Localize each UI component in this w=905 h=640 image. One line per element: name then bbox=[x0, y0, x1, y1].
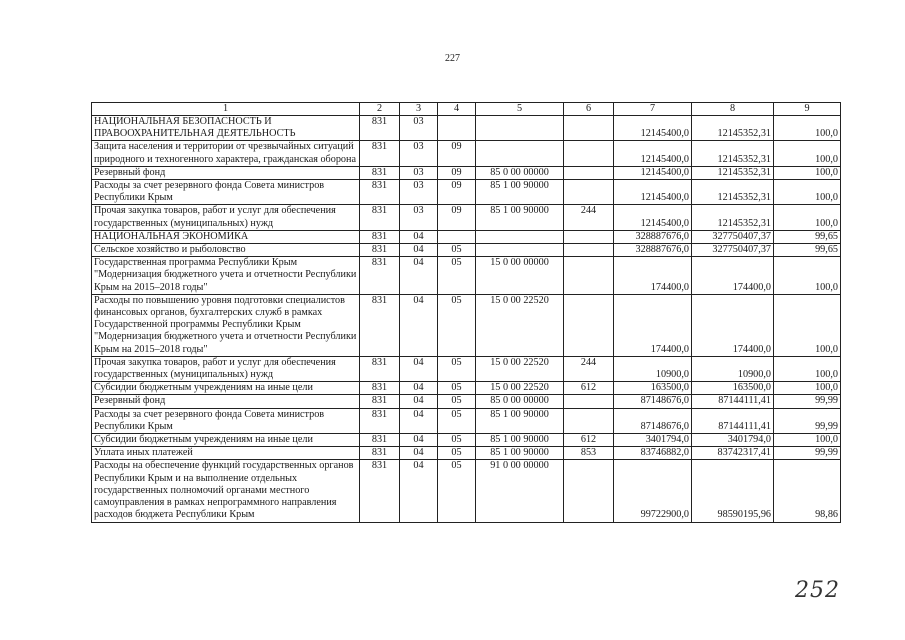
row-c7-cell: 12145400,0 bbox=[614, 205, 692, 230]
row-name-cell: Государственная программа Республики Крым "Модернизация бюджетного учета и отчетности Республики Крым на 2015–2018 годы" bbox=[92, 257, 360, 295]
row-c8-cell: 327750407,37 bbox=[692, 244, 774, 257]
row-c5-cell: 91 0 00 00000 bbox=[476, 460, 564, 522]
row-c9-cell: 98,86 bbox=[774, 460, 841, 522]
row-c9-cell: 100,0 bbox=[774, 356, 841, 381]
row-c7-cell: 12145400,0 bbox=[614, 141, 692, 166]
row-name-cell: Расходы за счет резервного фонда Совета министров Республики Крым bbox=[92, 180, 360, 205]
row-c6-cell bbox=[564, 244, 614, 257]
row-c3-cell: 03 bbox=[400, 141, 438, 166]
table-row bbox=[92, 408, 841, 433]
table-row bbox=[92, 395, 841, 408]
header-row bbox=[92, 103, 841, 116]
row-c7-cell: 12145400,0 bbox=[614, 116, 692, 141]
row-c9-cell: 100,0 bbox=[774, 382, 841, 395]
row-c5-cell: 85 1 00 90000 bbox=[476, 447, 564, 460]
row-c2-cell: 831 bbox=[360, 205, 400, 230]
row-c9-cell: 99,65 bbox=[774, 230, 841, 243]
row-c7-cell: 12145400,0 bbox=[614, 180, 692, 205]
row-c5-cell: 85 1 00 90000 bbox=[476, 408, 564, 433]
row-c3-cell: 04 bbox=[400, 230, 438, 243]
row-name-cell: Прочая закупка товаров, работ и услуг для обеспечения государственных (муниципальных) нужд bbox=[92, 205, 360, 230]
row-c8-cell: 12145352,31 bbox=[692, 116, 774, 141]
header-col-8: 8 bbox=[692, 103, 774, 116]
row-c6-cell: 612 bbox=[564, 434, 614, 447]
row-c3-cell: 03 bbox=[400, 180, 438, 205]
header-col-1: 1 bbox=[92, 103, 360, 116]
row-c5-cell bbox=[476, 141, 564, 166]
table-row bbox=[92, 230, 841, 243]
row-c8-cell: 163500,0 bbox=[692, 382, 774, 395]
row-c4-cell: 05 bbox=[438, 257, 476, 295]
row-name-cell: Резервный фонд bbox=[92, 166, 360, 179]
row-c5-cell bbox=[476, 230, 564, 243]
row-c6-cell: 244 bbox=[564, 205, 614, 230]
row-c8-cell: 174400,0 bbox=[692, 257, 774, 295]
row-c8-cell: 98590195,96 bbox=[692, 460, 774, 522]
row-c6-cell: 853 bbox=[564, 447, 614, 460]
handwritten-page-number: 252 bbox=[795, 578, 840, 603]
row-c9-cell: 100,0 bbox=[774, 434, 841, 447]
row-name-cell: Сельское хозяйство и рыболовство bbox=[92, 244, 360, 257]
row-c4-cell bbox=[438, 116, 476, 141]
row-c7-cell: 10900,0 bbox=[614, 356, 692, 381]
header-col-6: 6 bbox=[564, 103, 614, 116]
row-c3-cell: 04 bbox=[400, 294, 438, 356]
row-c7-cell: 12145400,0 bbox=[614, 166, 692, 179]
row-c9-cell: 99,99 bbox=[774, 395, 841, 408]
row-c9-cell: 100,0 bbox=[774, 141, 841, 166]
row-c5-cell bbox=[476, 244, 564, 257]
row-c6-cell bbox=[564, 395, 614, 408]
row-c9-cell: 99,65 bbox=[774, 244, 841, 257]
row-c6-cell bbox=[564, 180, 614, 205]
row-c3-cell: 04 bbox=[400, 460, 438, 522]
table-row bbox=[92, 141, 841, 166]
row-c2-cell: 831 bbox=[360, 244, 400, 257]
row-c7-cell: 328887676,0 bbox=[614, 230, 692, 243]
row-c8-cell: 87144111,41 bbox=[692, 395, 774, 408]
row-c6-cell bbox=[564, 230, 614, 243]
row-c4-cell: 09 bbox=[438, 166, 476, 179]
row-name-cell: Защита населения и территории от чрезвычайных ситуаций природного и техногенного характера, гражданская оборона bbox=[92, 141, 360, 166]
row-c3-cell: 04 bbox=[400, 356, 438, 381]
row-c7-cell: 328887676,0 bbox=[614, 244, 692, 257]
row-c3-cell: 04 bbox=[400, 395, 438, 408]
table-row bbox=[92, 257, 841, 295]
row-c5-cell: 85 0 00 00000 bbox=[476, 395, 564, 408]
row-c7-cell: 83746882,0 bbox=[614, 447, 692, 460]
table-row bbox=[92, 180, 841, 205]
row-c8-cell: 12145352,31 bbox=[692, 180, 774, 205]
row-c4-cell: 05 bbox=[438, 447, 476, 460]
row-c9-cell: 100,0 bbox=[774, 294, 841, 356]
row-c5-cell: 15 0 00 00000 bbox=[476, 257, 564, 295]
row-c7-cell: 174400,0 bbox=[614, 257, 692, 295]
row-c2-cell: 831 bbox=[360, 166, 400, 179]
row-c3-cell: 03 bbox=[400, 116, 438, 141]
table-row bbox=[92, 116, 841, 141]
table-row bbox=[92, 244, 841, 257]
row-c6-cell bbox=[564, 257, 614, 295]
row-c5-cell bbox=[476, 116, 564, 141]
row-c4-cell: 05 bbox=[438, 434, 476, 447]
row-c8-cell: 87144111,41 bbox=[692, 408, 774, 433]
row-c6-cell bbox=[564, 294, 614, 356]
row-name-cell: Расходы на обеспечение функций государственных органов Республики Крым и на выполнение отдельных государственных полномочий органами местного самоуправления в рамках непрограммного направления расходов бюджета Республики Крым bbox=[92, 460, 360, 522]
table-row bbox=[92, 382, 841, 395]
row-name-cell: Прочая закупка товаров, работ и услуг для обеспечения государственных (муниципальных) нужд bbox=[92, 356, 360, 381]
row-c2-cell: 831 bbox=[360, 141, 400, 166]
row-c3-cell: 03 bbox=[400, 205, 438, 230]
row-c4-cell: 05 bbox=[438, 408, 476, 433]
row-c4-cell: 09 bbox=[438, 180, 476, 205]
table-row bbox=[92, 447, 841, 460]
row-c3-cell: 04 bbox=[400, 434, 438, 447]
row-c2-cell: 831 bbox=[360, 382, 400, 395]
row-c8-cell: 10900,0 bbox=[692, 356, 774, 381]
row-c5-cell: 85 1 00 90000 bbox=[476, 434, 564, 447]
row-c6-cell bbox=[564, 460, 614, 522]
page-number: 227 bbox=[445, 53, 460, 64]
table-row bbox=[92, 460, 841, 522]
row-c3-cell: 03 bbox=[400, 166, 438, 179]
row-c4-cell: 05 bbox=[438, 356, 476, 381]
table-row bbox=[92, 434, 841, 447]
row-c9-cell: 100,0 bbox=[774, 116, 841, 141]
row-c2-cell: 831 bbox=[360, 447, 400, 460]
row-c4-cell: 05 bbox=[438, 294, 476, 356]
row-c2-cell: 831 bbox=[360, 180, 400, 205]
row-c5-cell: 85 1 00 90000 bbox=[476, 205, 564, 230]
row-c2-cell: 831 bbox=[360, 395, 400, 408]
row-c9-cell: 100,0 bbox=[774, 166, 841, 179]
row-c4-cell: 05 bbox=[438, 395, 476, 408]
row-name-cell: Субсидии бюджетным учреждениям на иные цели bbox=[92, 434, 360, 447]
row-c7-cell: 174400,0 bbox=[614, 294, 692, 356]
row-c8-cell: 327750407,37 bbox=[692, 230, 774, 243]
header-col-9: 9 bbox=[774, 103, 841, 116]
row-name-cell: Расходы за счет резервного фонда Совета министров Республики Крым bbox=[92, 408, 360, 433]
row-c7-cell: 99722900,0 bbox=[614, 460, 692, 522]
table-row bbox=[92, 294, 841, 356]
row-c6-cell bbox=[564, 116, 614, 141]
row-c5-cell: 85 1 00 90000 bbox=[476, 180, 564, 205]
row-c3-cell: 04 bbox=[400, 244, 438, 257]
row-c8-cell: 12145352,31 bbox=[692, 166, 774, 179]
row-c5-cell: 15 0 00 22520 bbox=[476, 294, 564, 356]
row-c4-cell: 09 bbox=[438, 205, 476, 230]
row-c9-cell: 99,99 bbox=[774, 447, 841, 460]
row-c8-cell: 83742317,41 bbox=[692, 447, 774, 460]
table-body bbox=[92, 116, 841, 523]
row-c7-cell: 3401794,0 bbox=[614, 434, 692, 447]
row-c4-cell: 05 bbox=[438, 460, 476, 522]
row-c6-cell: 244 bbox=[564, 356, 614, 381]
row-name-cell: Субсидии бюджетным учреждениям на иные цели bbox=[92, 382, 360, 395]
row-name-cell: НАЦИОНАЛЬНАЯ ЭКОНОМИКА bbox=[92, 230, 360, 243]
budget-table bbox=[91, 102, 841, 523]
row-c7-cell: 87148676,0 bbox=[614, 395, 692, 408]
table-row bbox=[92, 166, 841, 179]
row-c2-cell: 831 bbox=[360, 434, 400, 447]
header-col-7: 7 bbox=[614, 103, 692, 116]
row-c5-cell: 85 0 00 00000 bbox=[476, 166, 564, 179]
row-c6-cell bbox=[564, 141, 614, 166]
row-c9-cell: 100,0 bbox=[774, 205, 841, 230]
row-c4-cell: 05 bbox=[438, 382, 476, 395]
row-c6-cell: 612 bbox=[564, 382, 614, 395]
table-row bbox=[92, 205, 841, 230]
row-name-cell: НАЦИОНАЛЬНАЯ БЕЗОПАСНОСТЬ И ПРАВООХРАНИТЕЛЬНАЯ ДЕЯТЕЛЬНОСТЬ bbox=[92, 116, 360, 141]
row-c9-cell: 99,99 bbox=[774, 408, 841, 433]
row-c2-cell: 831 bbox=[360, 257, 400, 295]
row-c8-cell: 3401794,0 bbox=[692, 434, 774, 447]
row-c2-cell: 831 bbox=[360, 408, 400, 433]
header-col-5: 5 bbox=[476, 103, 564, 116]
row-c5-cell: 15 0 00 22520 bbox=[476, 356, 564, 381]
row-c7-cell: 163500,0 bbox=[614, 382, 692, 395]
row-c3-cell: 04 bbox=[400, 447, 438, 460]
row-c8-cell: 174400,0 bbox=[692, 294, 774, 356]
row-c2-cell: 831 bbox=[360, 460, 400, 522]
row-c6-cell bbox=[564, 166, 614, 179]
header-col-3: 3 bbox=[400, 103, 438, 116]
row-c3-cell: 04 bbox=[400, 382, 438, 395]
row-c9-cell: 100,0 bbox=[774, 257, 841, 295]
row-name-cell: Уплата иных платежей bbox=[92, 447, 360, 460]
header-col-4: 4 bbox=[438, 103, 476, 116]
row-c2-cell: 831 bbox=[360, 356, 400, 381]
row-c2-cell: 831 bbox=[360, 230, 400, 243]
row-c3-cell: 04 bbox=[400, 257, 438, 295]
header-col-2: 2 bbox=[360, 103, 400, 116]
row-c4-cell: 09 bbox=[438, 141, 476, 166]
row-c8-cell: 12145352,31 bbox=[692, 205, 774, 230]
row-name-cell: Резервный фонд bbox=[92, 395, 360, 408]
row-name-cell: Расходы по повышению уровня подготовки специалистов финансовых органов, бухгалтерских служб в рамках Государственной программы Республики Крым "Модернизация бюджетного учета и отчетности Республики Крым на 2015–2018 годы" bbox=[92, 294, 360, 356]
row-c4-cell bbox=[438, 230, 476, 243]
row-c6-cell bbox=[564, 408, 614, 433]
row-c7-cell: 87148676,0 bbox=[614, 408, 692, 433]
table-row bbox=[92, 356, 841, 381]
row-c8-cell: 12145352,31 bbox=[692, 141, 774, 166]
row-c2-cell: 831 bbox=[360, 294, 400, 356]
row-c2-cell: 831 bbox=[360, 116, 400, 141]
row-c4-cell: 05 bbox=[438, 244, 476, 257]
row-c3-cell: 04 bbox=[400, 408, 438, 433]
row-c9-cell: 100,0 bbox=[774, 180, 841, 205]
row-c5-cell: 15 0 00 22520 bbox=[476, 382, 564, 395]
